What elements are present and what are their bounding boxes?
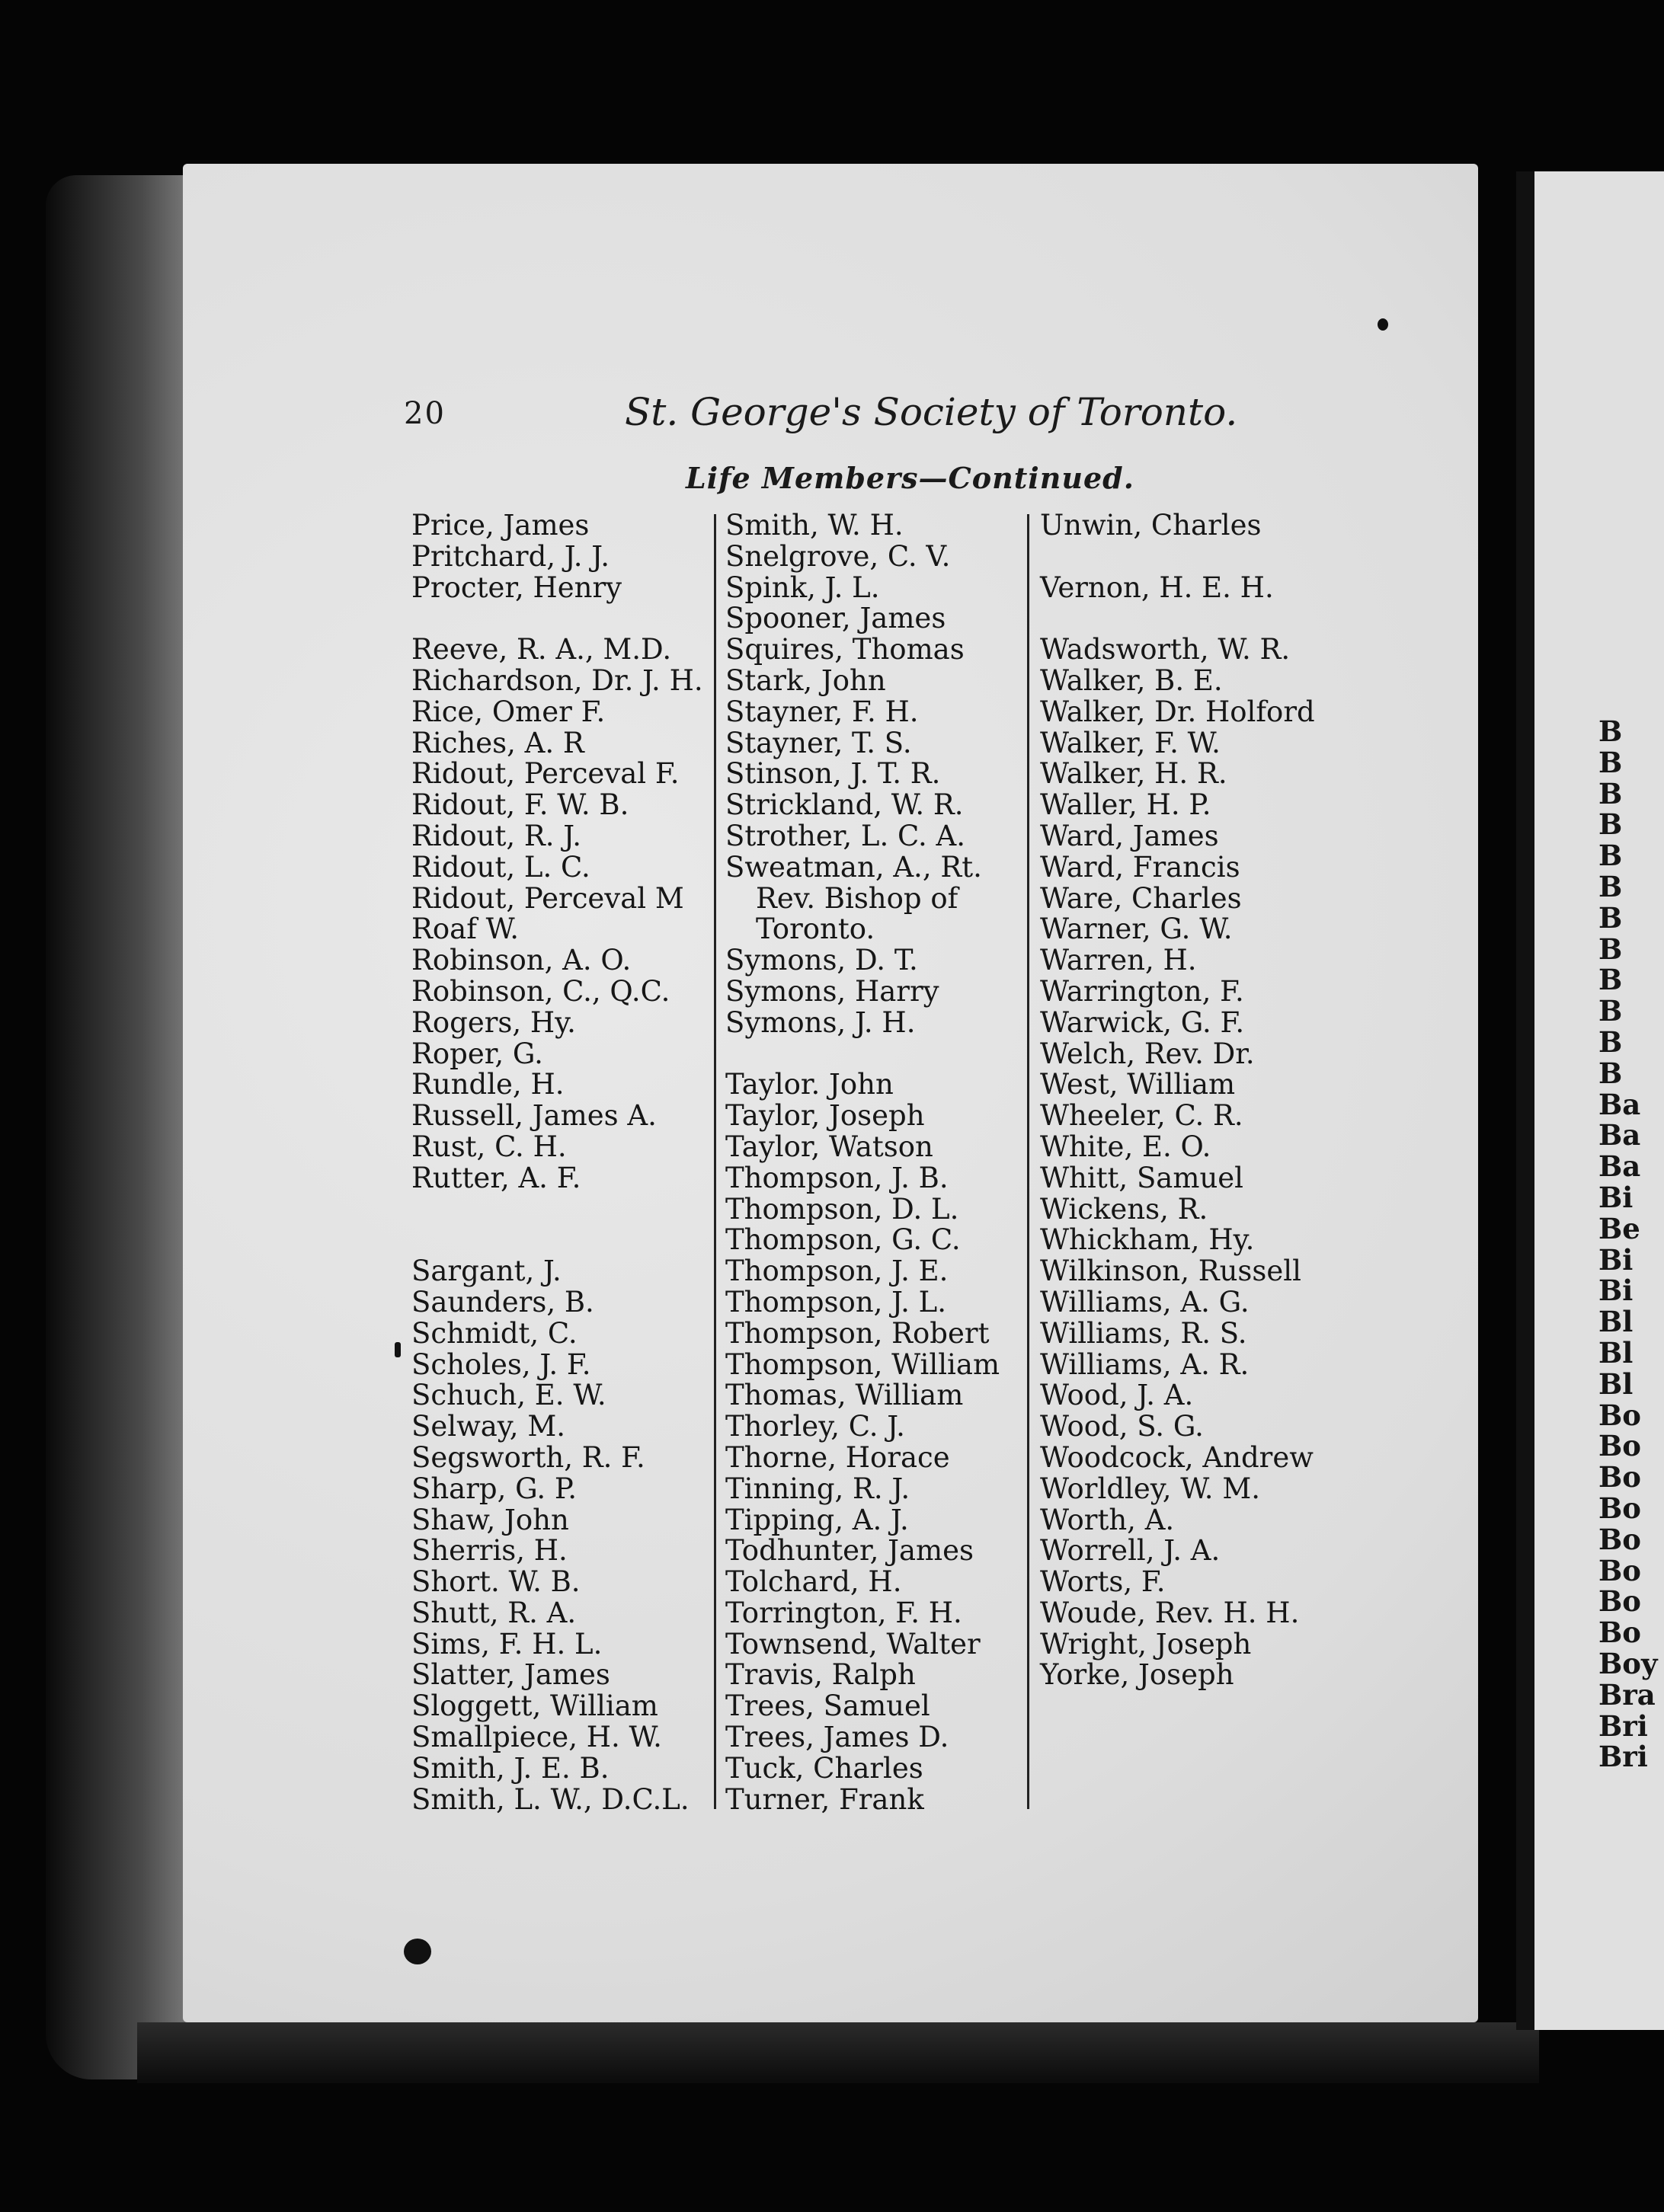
member-entry: Snelgrove, C. V.: [725, 539, 951, 573]
member-entry: Taylor, Watson: [725, 1130, 933, 1163]
member-entry: Sherris, H.: [411, 1534, 568, 1568]
member-entry: Riches, A. R: [411, 726, 584, 759]
member-entry: Rutter, A. F.: [411, 1161, 581, 1194]
member-entry: Shaw, John: [411, 1503, 569, 1536]
facing-page-letter: B: [1598, 776, 1623, 810]
member-entry: Strother, L. C. A.: [725, 819, 966, 852]
spacer: [725, 1039, 1000, 1070]
facing-page-letter: Boy: [1598, 1646, 1658, 1680]
facing-page-letter: B: [1598, 963, 1623, 997]
facing-page-letter: Bi: [1598, 1180, 1634, 1214]
member-entry: Spink, J. L.: [725, 571, 880, 604]
member-entry: Wright, Joseph: [1040, 1627, 1252, 1661]
member-entry: Stark, John: [725, 663, 886, 697]
facing-page-letter: Bo: [1598, 1429, 1641, 1463]
facing-page-letters: [1598, 716, 1657, 1772]
member-entry: Ward, Francis: [1040, 850, 1240, 884]
facing-page-letter: B: [1598, 869, 1623, 903]
facing-page-letter: Ba: [1598, 1118, 1641, 1152]
member-entry: Spooner, James: [725, 602, 946, 635]
member-entry: Turner, Frank: [725, 1782, 924, 1816]
facing-page-letter: Bri: [1598, 1740, 1648, 1774]
facing-page-letter: Bl: [1598, 1335, 1634, 1370]
member-entry: Selway, M.: [411, 1410, 565, 1443]
member-entry: White, E. O.: [1040, 1130, 1211, 1163]
member-entry: Rice, Omer F.: [411, 695, 606, 728]
ink-speck: [1378, 318, 1388, 331]
spacer: [1040, 542, 1315, 573]
member-entry: Wadsworth, W. R.: [1040, 633, 1291, 666]
member-entry: Thorne, Horace: [725, 1440, 950, 1474]
member-entry: Thompson, Robert: [725, 1316, 990, 1350]
spacer: [411, 1194, 703, 1226]
member-column-2: [725, 510, 1000, 1815]
member-entry: Tuck, Charles: [725, 1751, 923, 1785]
member-entry: Woude, Rev. H. H.: [1040, 1596, 1300, 1629]
member-entry: Torrington, F. H.: [725, 1596, 962, 1629]
facing-page-letter: Ba: [1598, 1149, 1641, 1184]
member-entry: Taylor. John: [725, 1068, 894, 1101]
member-entry: Wickens, R.: [1040, 1192, 1208, 1226]
member-entry: Rogers, Hy.: [411, 1005, 576, 1039]
facing-page-letter: Ba: [1598, 1087, 1641, 1121]
facing-page-letter: Bl: [1598, 1367, 1634, 1401]
facing-page-letter: Bo: [1598, 1616, 1641, 1650]
member-column-1: [411, 510, 703, 1815]
member-entry: Tolchard, H.: [725, 1565, 902, 1599]
member-entry: Saunders, B.: [411, 1285, 594, 1319]
section-title: Life Members—Continued.: [686, 461, 1134, 495]
member-entry: Slatter, James: [411, 1658, 610, 1692]
member-entry: Robinson, C., Q.C.: [411, 974, 670, 1008]
member-entry: Smith, L. W., D.C.L.: [411, 1782, 690, 1816]
member-entry: Pritchard, J. J.: [411, 539, 610, 573]
member-entry: Sloggett, William: [411, 1689, 658, 1723]
member-entry: Vernon, H. E. H.: [1040, 571, 1274, 604]
ink-blot: [404, 1939, 431, 1964]
member-entry: West, William: [1040, 1068, 1236, 1101]
facing-page-letter: B: [1598, 1056, 1623, 1090]
member-entry: Warwick, G. F.: [1040, 1005, 1245, 1039]
member-entry: Thorley, C. J.: [725, 1410, 905, 1443]
member-entry: Tipping, A. J.: [725, 1503, 909, 1536]
member-entry: Smith, J. E. B.: [411, 1751, 610, 1785]
facing-page-letter: Bi: [1598, 1242, 1634, 1277]
member-entry: Procter, Henry: [411, 571, 622, 604]
facing-page-letter: B: [1598, 839, 1623, 873]
member-entry: Woodcock, Andrew: [1040, 1440, 1314, 1474]
member-entry: Whickham, Hy.: [1040, 1223, 1255, 1257]
facing-page-letter: Bri: [1598, 1709, 1648, 1743]
member-entry: Thomas, William: [725, 1379, 964, 1412]
member-entry: Ridout, F. W. B.: [411, 788, 629, 822]
member-entry: Worth, A.: [1040, 1503, 1175, 1536]
member-entry: Thompson, William: [725, 1347, 1000, 1381]
column-rule-1: [714, 514, 716, 1809]
member-entry: Worrell, J. A.: [1040, 1534, 1221, 1568]
member-entry: Sharp, G. P.: [411, 1472, 578, 1505]
spacer: [1040, 603, 1315, 635]
facing-page-letter: Bl: [1598, 1305, 1634, 1339]
member-entry: Waller, H. P.: [1040, 788, 1211, 822]
member-entry: Whitt, Samuel: [1040, 1161, 1244, 1194]
member-entry: Trees, James D.: [725, 1721, 949, 1754]
facing-page-letter: B: [1598, 1024, 1623, 1059]
facing-page-letter: Bra: [1598, 1677, 1656, 1712]
member-entry: Roper, G.: [411, 1037, 543, 1070]
member-entry: Short. W. B.: [411, 1565, 581, 1599]
member-entry: Smallpiece, H. W.: [411, 1721, 662, 1754]
member-entry: Thompson, J. E.: [725, 1255, 949, 1288]
member-entry: Trees, Samuel: [725, 1689, 930, 1723]
ink-speck: [395, 1342, 401, 1357]
facing-page-letter: Bi: [1598, 1274, 1634, 1308]
member-entry: Thompson, J. L.: [725, 1285, 946, 1319]
member-entry: Ridout, L. C.: [411, 850, 590, 884]
page-bottom-edge: [137, 2022, 1539, 2083]
facing-page-letter: B: [1598, 900, 1623, 935]
member-entry: Symons, D. T.: [725, 944, 918, 977]
member-column-3: [1040, 510, 1315, 1691]
member-entry: Walker, F. W.: [1040, 726, 1221, 759]
facing-page-letter: Be: [1598, 1211, 1640, 1245]
member-entry: Williams, A. R.: [1040, 1347, 1250, 1381]
facing-page-letter: B: [1598, 745, 1623, 779]
member-entry: Rev. Bishop of: [756, 881, 958, 915]
facing-page-letter: B: [1598, 994, 1623, 1028]
facing-page-letter: Bo: [1598, 1460, 1641, 1494]
facing-page-letter: Bo: [1598, 1522, 1641, 1556]
member-entry: Squires, Thomas: [725, 633, 965, 666]
member-entry: Toronto.: [756, 913, 875, 946]
member-entry: Welch, Rev. Dr.: [1040, 1037, 1255, 1070]
member-entry: Sargant, J.: [411, 1255, 562, 1288]
member-entry: Schuch, E. W.: [411, 1379, 606, 1412]
facing-page-letter: Bo: [1598, 1584, 1641, 1619]
spacer: [411, 603, 703, 635]
member-entry: Ridout, R. J.: [411, 819, 581, 852]
member-entry: Williams, R. S.: [1040, 1316, 1247, 1350]
page-number: 20: [404, 396, 446, 431]
member-entry: Thompson, G. C.: [725, 1223, 961, 1257]
member-entry: Warner, G. W.: [1040, 913, 1233, 946]
member-entry: Roaf W.: [411, 913, 519, 946]
member-entry: Unwin, Charles: [1040, 509, 1262, 542]
running-title: St. George's Society of Toronto.: [625, 390, 1238, 434]
member-entry: Warren, H.: [1040, 944, 1197, 977]
member-entry: Price, James: [411, 509, 590, 542]
member-entry: Wilkinson, Russell: [1040, 1255, 1301, 1288]
member-entry: Sims, F. H. L.: [411, 1627, 603, 1661]
member-entry: Russell, James A.: [411, 1099, 657, 1133]
column-rule-2: [1027, 514, 1029, 1809]
member-entry: Tinning, R. J.: [725, 1472, 910, 1505]
member-entry: Taylor, Joseph: [725, 1099, 925, 1133]
member-entry: Sweatman, A., Rt.: [725, 850, 982, 884]
member-entry: Symons, J. H.: [725, 1005, 916, 1039]
member-entry: Rundle, H.: [411, 1068, 565, 1101]
member-entry: Stayner, T. S.: [725, 726, 912, 759]
member-entry: Townsend, Walter: [725, 1627, 981, 1661]
book-spine-edge: [46, 175, 206, 2079]
member-entry: Todhunter, James: [725, 1534, 974, 1568]
member-entry: Walker, H. R.: [1040, 757, 1227, 791]
member-entry: Travis, Ralph: [725, 1658, 916, 1692]
member-entry: Thompson, D. L.: [725, 1192, 959, 1226]
facing-page-letter: Bo: [1598, 1398, 1641, 1432]
page-header: [404, 390, 1238, 449]
member-entry: Wood, J. A.: [1040, 1379, 1194, 1412]
member-entry: Segsworth, R. F.: [411, 1440, 645, 1474]
member-entry: Ware, Charles: [1040, 881, 1242, 915]
member-entry: Walker, B. E.: [1040, 663, 1223, 697]
member-entry: Symons, Harry: [725, 974, 939, 1008]
member-entry: Wheeler, C. R.: [1040, 1099, 1243, 1133]
member-entry: Wood, S. G.: [1040, 1410, 1204, 1443]
member-entry: Rust, C. H.: [411, 1130, 567, 1163]
member-entry: Walker, Dr. Holford: [1040, 695, 1315, 728]
facing-page-letter: Bo: [1598, 1491, 1641, 1525]
member-entry: Ridout, Perceval M: [411, 881, 684, 915]
member-entry: Stayner, F. H.: [725, 695, 919, 728]
member-entry: Strickland, W. R.: [725, 788, 964, 822]
member-entry: Yorke, Joseph: [1040, 1658, 1234, 1692]
member-entry: Stinson, J. T. R.: [725, 757, 941, 791]
member-entry: Richardson, Dr. J. H.: [411, 663, 703, 697]
member-entry: Scholes, J. F.: [411, 1347, 591, 1381]
member-entry: Warrington, F.: [1040, 974, 1244, 1008]
member-entry: Ward, James: [1040, 819, 1219, 852]
facing-page-letter: Bo: [1598, 1553, 1641, 1587]
member-entry: Worts, F.: [1040, 1565, 1166, 1599]
member-entry: Worldley, W. M.: [1040, 1472, 1260, 1505]
spacer: [411, 1225, 703, 1256]
member-entry: Williams, A. G.: [1040, 1285, 1250, 1319]
facing-page-letter: B: [1598, 714, 1623, 748]
member-entry: Ridout, Perceval F.: [411, 757, 680, 791]
member-entry: Schmidt, C.: [411, 1316, 578, 1350]
facing-page-letter: B: [1598, 807, 1623, 842]
member-entry: Smith, W. H.: [725, 509, 904, 542]
member-entry: Thompson, J. B.: [725, 1161, 949, 1194]
facing-page-letter: B: [1598, 932, 1623, 966]
member-entry: Reeve, R. A., M.D.: [411, 633, 672, 666]
member-entry: Shutt, R. A.: [411, 1596, 577, 1629]
member-entry: Robinson, A. O.: [411, 944, 632, 977]
